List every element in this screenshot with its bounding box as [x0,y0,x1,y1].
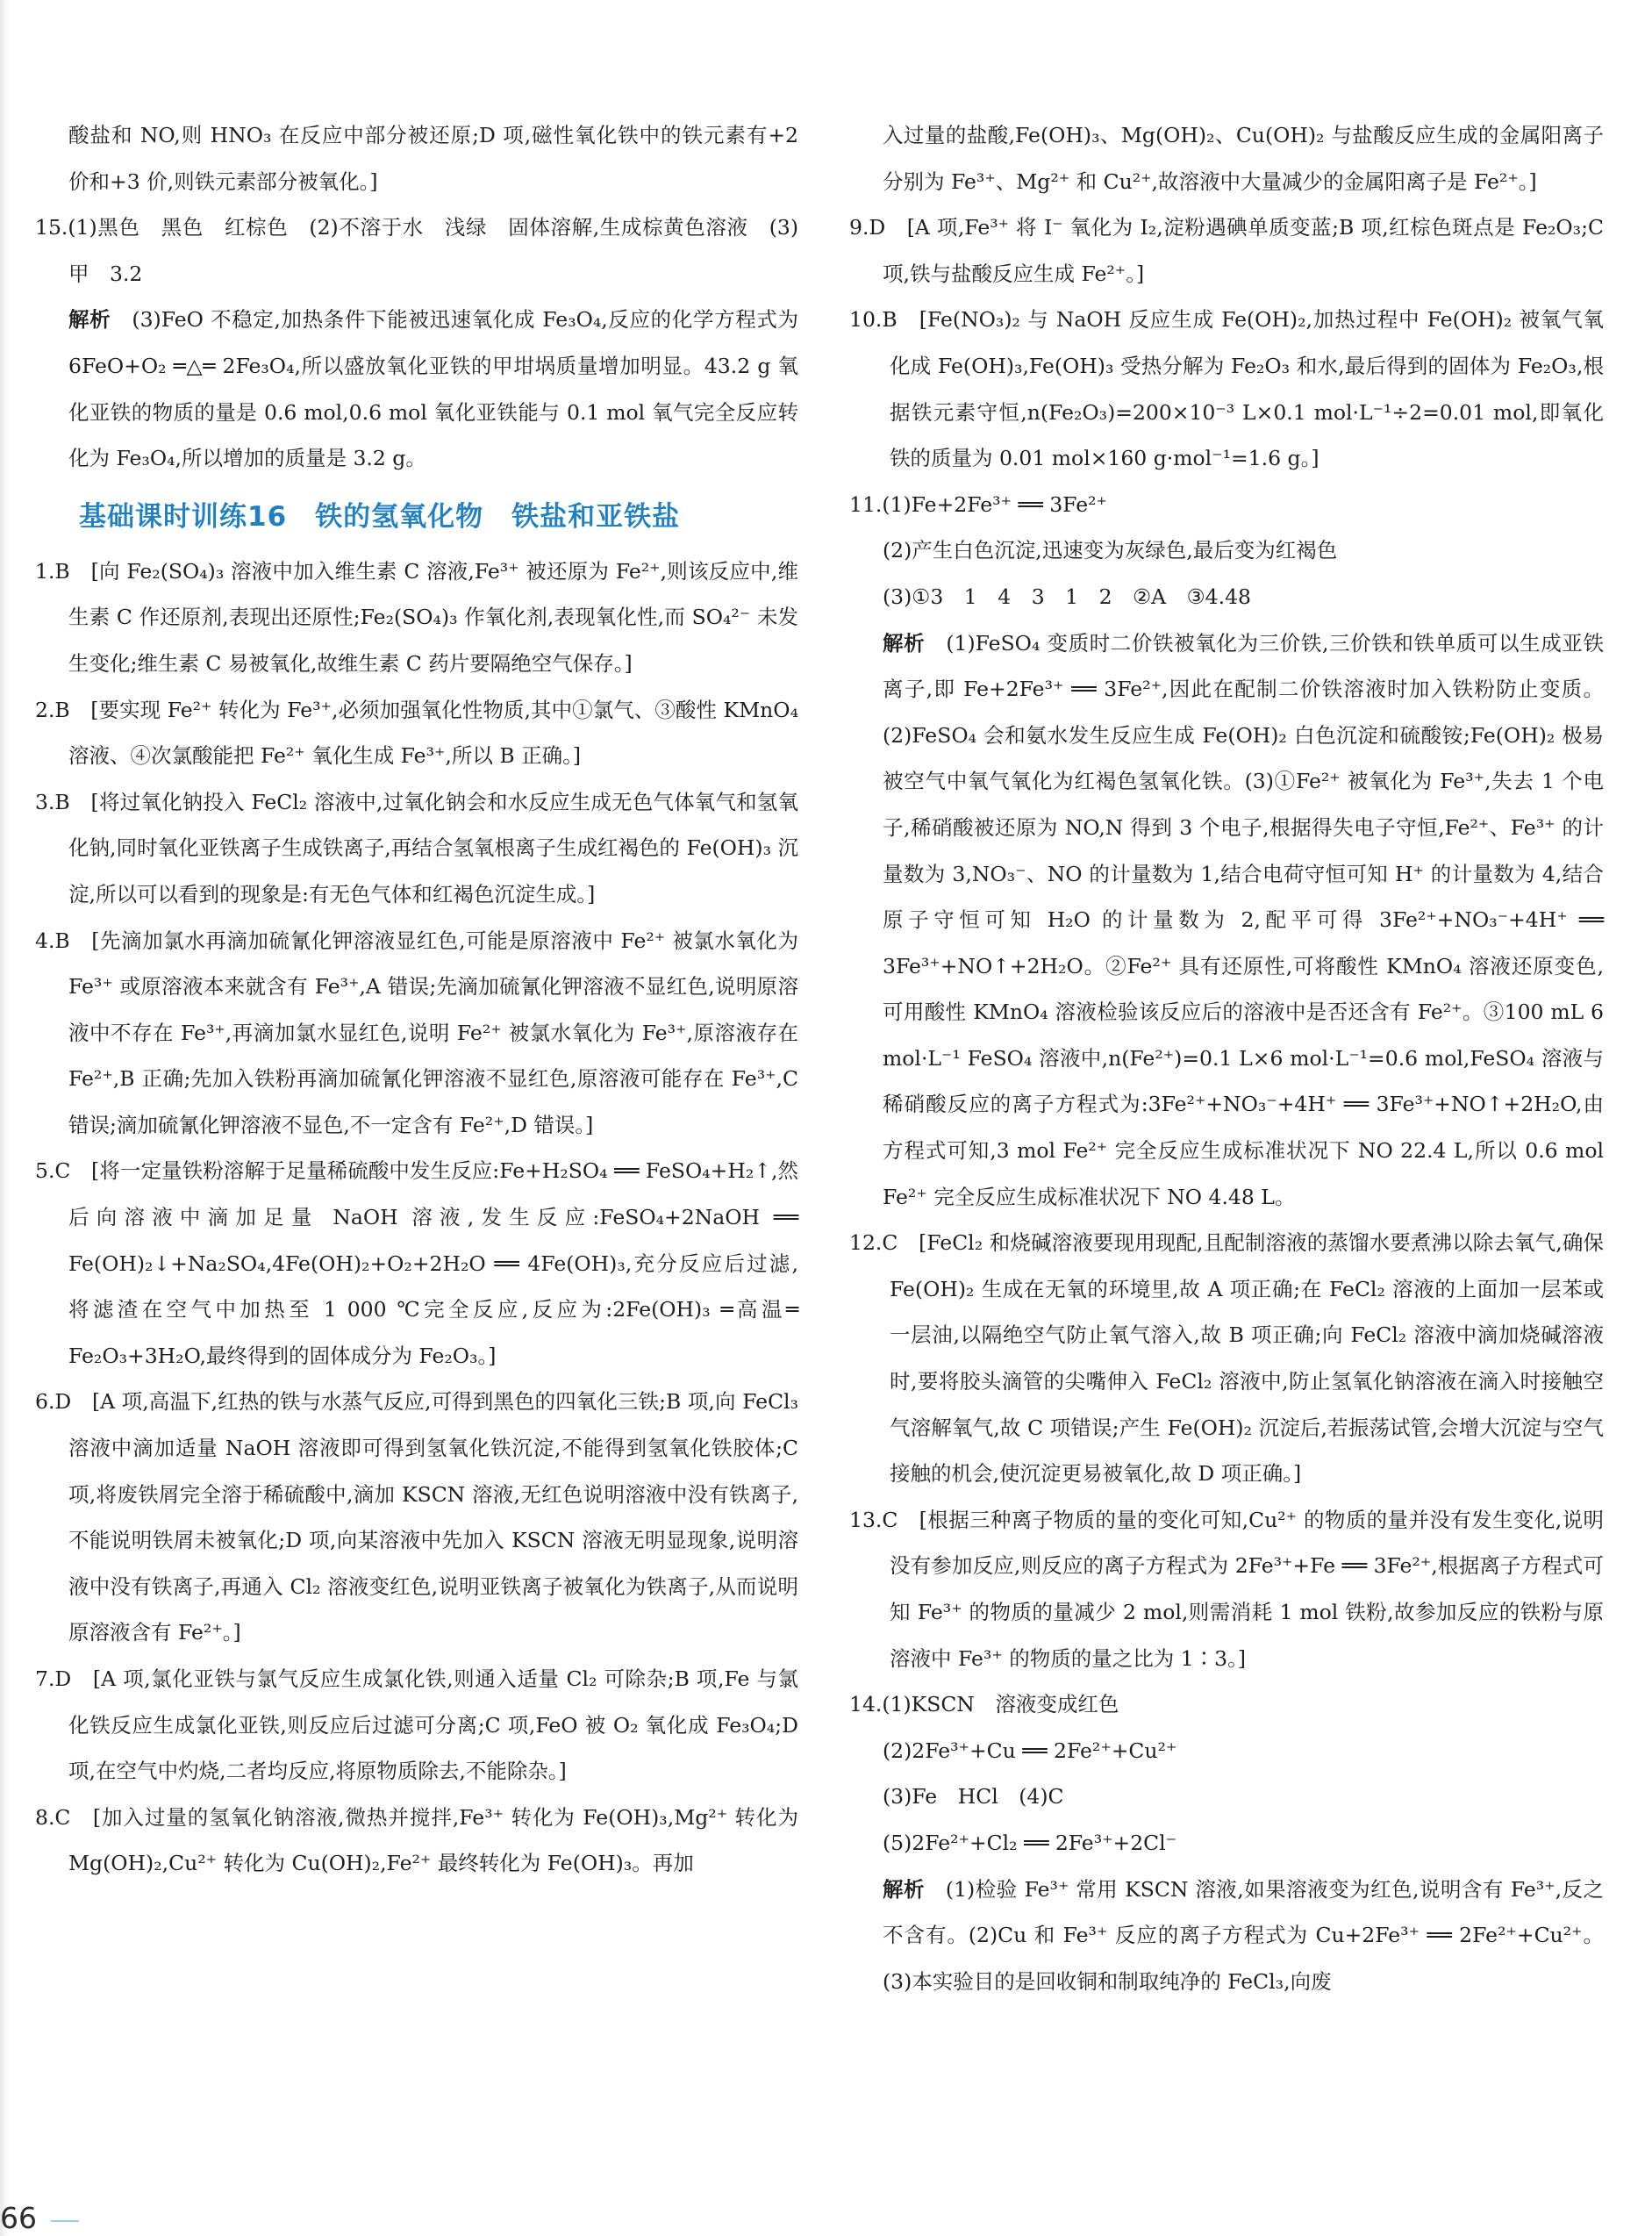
answer-paragraph [849,574,1604,620]
answer-paragraph [35,548,798,687]
paragraph-text: (3)Fe HCl (4)C [883,1784,1064,1810]
answer-paragraph [849,1220,1611,1497]
paragraph-text: (1)检验 Fe³⁺ 常用 KSCN 溶液,如果溶液变为红色,说明含有 Fe³⁺,反之不含有。(2)Cu 和 Fe³⁺ 反应的离子方程式为 Cu+2Fe³⁺ ══ 2Fe²⁺+Cu²⁺。(3)本实验目的是回收铜和制取纯净的 FeCl₃,向废 [883,1876,1605,1994]
answer-paragraph [849,620,1611,1221]
paragraph-text: (2)2Fe³⁺+Cu ══ 2Fe²⁺+Cu²⁺ [883,1738,1177,1763]
answer-paragraph [35,1148,805,1379]
analysis-label: 解析 [883,1876,925,1902]
paragraph-text: 10.B [Fe(NO₃)₂ 与 NaOH 反应生成 Fe(OH)₂,加热过程中 Fe(OH)₂ 被氧气氧化成 Fe(OH)₃,Fe(OH)₃ 受热分解为 Fe₂O₃ 和水,最后得到的固体为 Fe₂O₃,根据铁元素守恒,n(Fe₂O₃)=200×10⁻³ L×0.1 mol·L⁻¹÷2=0.01 mol,即氧化铁的质量为 0.01 mol×160 g·mol⁻¹=1.6 g。] [849,307,1604,471]
page-binding-shadow [0,0,9,2236]
page-number: 66 [0,2201,37,2235]
answer-paragraph [849,1820,1604,1867]
paragraph-text: 入过量的盐酸,Fe(OH)₃、Mg(OH)₂、Cu(OH)₂ 与盐酸反应生成的金属阳离子分别为 Fe³⁺、Mg²⁺ 和 Cu²⁺,故溶液中大量减少的金属阳离子是 Fe²⁺。] [883,123,1604,194]
answer-paragraph [35,297,805,481]
answer-paragraph [849,112,1604,204]
answer-paragraph [35,112,805,204]
paragraph-text: 6.D [A 项,高温下,红热的铁与水蒸气反应,可得到黑色的四氧化三铁;B 项,向 FeCl₃ 溶液中滴加适量 NaOH 溶液即可得到氢氧化铁沉淀,不能得到氢氧化铁胶体;C 项,将废铁屑完全溶于稀硫酸中,滴加 KSCN 溶液,无红色说明溶液中没有铁离子,不能说明铁屑未被氧化;D 项,向某溶液中先加入 KSCN 溶液无明显现象,说明溶液中没有铁离子,再通入 Cl₂ 溶液变红色,说明亚铁离子被氧化为铁离子,从而说明原溶液含有 Fe²⁺。] [35,1389,805,1645]
answer-paragraph [35,918,805,1149]
answer-paragraph [35,1656,805,1795]
paragraph-text: 2.B [要实现 Fe²⁺ 转化为 Fe³⁺,必须加强氧化性物质,其中①氯气、③酸性 KMnO₄ 溶液、④次氯酸能把 Fe²⁺ 氧化生成 Fe³⁺,所以 B 正确。] [35,697,805,769]
answer-paragraph [849,297,1604,481]
paragraph-text: 12.C [FeCl₂ 和烧碱溶液要现用现配,且配制溶液的蒸馏水要煮沸以除去氧气,确保 Fe(OH)₂ 生成在无氧的环境里,故 A 项正确;在 FeCl₂ 溶液的上面加一层苯或一层油,以隔绝空气防止氧气溶入,故 B 项正确;向 FeCl₂ 溶液中滴加烧碱溶液时,要将胶头滴管的尖嘴伸入 FeCl₂ 溶液中,防止氢氧化钠溶液在滴入时接触空气溶解氧气,故 C 项错误;产生 Fe(OH)₂ 沉淀后,若振荡试管,会增大沉淀与空气接触的机会,使沉淀更易被氧化,故 D 项正确。] [849,1230,1611,1487]
answer-paragraph [35,687,805,779]
paragraph-text: 14.(1)KSCN 溶液变成红色 [849,1692,1119,1717]
paragraph-text: 8.C [加入过量的氢氧化钠溶液,微热并搅拌,Fe³⁺ 转化为 Fe(OH)₃,Mg²⁺ 转化为 Mg(OH)₂,Cu²⁺ 转化为 Cu(OH)₂,Fe²⁺ 最终转化为 Fe(OH)₃。再加 [35,1804,805,1876]
paragraph-text: 酸盐和 NO,则 HNO₃ 在反应中部分被还原;D 项,磁性氧化铁中的铁元素有+2 价和+3 价,则铁元素部分被氧化。] [68,123,805,194]
page-number-rule [51,2220,79,2222]
answer-paragraph [849,1497,1604,1681]
answer-paragraph [849,482,1604,528]
paragraph-text: 15.(1)黑色 黑色 红棕色 (2)不溶于水 浅绿 固体溶解,生成棕黄色溶液 (3)甲 3.2 [35,215,798,286]
paragraph-text: 5.C [将一定量铁粉溶解于足量稀硫酸中发生反应:Fe+H₂SO₄ ══ FeSO₄+H₂↑,然后向溶液中滴加足量 NaOH 溶液,发生反应:FeSO₄+2NaOH ══ Fe(OH)₂↓+Na₂SO₄,4Fe(OH)₂+O₂+2H₂O ══ 4Fe(OH)₃,充分反应后过滤,将滤渣在空气中加热至 1 000 ℃完全反应,反应为:2Fe(OH)₃ ═高温═ Fe₂O₃+3H₂O,最终得到的固体成分为 Fe₂O₃。] [35,1158,805,1368]
answer-paragraph [849,527,1604,574]
paragraph-text: (3)FeO 不稳定,加热条件下能被迅速氧化成 Fe₃O₄,反应的化学方程式为 6FeO+O₂ ═△═ 2Fe₃O₄,所以盛放氧化亚铁的甲坩埚质量增加明显。43.2 g 氧化亚铁的物质的量是 0.6 mol,0.6 mol 氧化亚铁能与 0.1 mol 氧气完全反应转化为 Fe₃O₄,所以增加的质量是 3.2 g。 [68,307,805,471]
answer-paragraph [849,1774,1604,1820]
answer-paragraph [35,1379,805,1656]
paragraph-text: 13.C [根据三种离子物质的量的变化可知,Cu²⁺ 的物质的量并没有发生变化,说明没有参加反应,则反应的离子方程式为 2Fe³⁺+Fe ══ 3Fe²⁺,根据离子方程式可知 Fe³⁺ 的物质的量减少 2 mol,则需消耗 1 mol 铁粉,故参加反应的铁粉与原溶液中 Fe³⁺ 的物质的量之比为 1∶3。] [849,1507,1604,1671]
section-title: 基础课时训练16 铁的氢氧化物 铁盐和亚铁盐 [79,500,681,533]
right-column [849,112,1611,2004]
paragraph-text: 3.B [将过氧化钠投入 FeCl₂ 溶液中,过氧化钠会和水反应生成无色气体氧气和氢氧化钠,同时氧化亚铁离子生成铁离子,再结合氢氧根离子生成红褐色的 Fe(OH)₃ 沉淀,所以可以看到的现象是:有无色气体和红褐色沉淀生成。] [35,789,798,907]
answer-paragraph [849,204,1611,297]
analysis-label: 解析 [68,307,111,333]
paragraph-text: 11.(1)Fe+2Fe³⁺ ══ 3Fe²⁺ [849,491,1107,517]
answer-paragraph [35,1795,805,1887]
paragraph-text: 9.D [A 项,Fe³⁺ 将 I⁻ 氧化为 I₂,淀粉遇碘单质变蓝;B 项,红棕色斑点是 Fe₂O₃;C 项,铁与盐酸反应生成 Fe²⁺。] [849,215,1611,286]
paragraph-text: 7.D [A 项,氯化亚铁与氯气反应生成氯化铁,则通入适量 Cl₂ 可除杂;B 项,Fe 与氯化铁反应生成氯化亚铁,则反应后过滤可分离;C 项,FeO 被 O₂ 氧化成 Fe₃O₄;D 项,在空气中灼烧,二者均反应,将原物质除去,不能除杂。] [35,1666,805,1784]
analysis-label: 解析 [883,630,926,656]
paragraph-text: (5)2Fe²⁺+Cl₂ ══ 2Fe³⁺+2Cl⁻ [883,1830,1177,1855]
answer-paragraph [35,204,798,297]
paragraph-text: 1.B [向 Fe₂(SO₄)₃ 溶液中加入维生素 C 溶液,Fe³⁺ 被还原为 Fe²⁺,则该反应中,维生素 C 作还原剂,表现出还原性;Fe₂(SO₄)₃ 作氧化剂,表现氧化性,而 SO₄²⁻ 未发生变化;维生素 C 易被氧化,故维生素 C 药片要隔绝空气保存。] [35,558,798,676]
paragraph-text: (1)FeSO₄ 变质时二价铁被氧化为三价铁,三价铁和铁单质可以生成亚铁离子,即 Fe+2Fe³⁺ ══ 3Fe²⁺,因此在配制二价铁溶液时加入铁粉防止变质。(2)FeSO₄ 会和氨水发生反应生成 Fe(OH)₂ 白色沉淀和硫酸铵;Fe(OH)₂ 极易被空气中氧气氧化为红褐色氢氧化铁。(3)①Fe²⁺ 被氧化为 Fe³⁺,失去 1 个电子,稀硝酸被还原为 NO,N 得到 3 个电子,根据得失电子守恒,Fe²⁺、Fe³⁺ 的计量数为 3,NO₃⁻、NO 的计量数为 1,结合电荷守恒可知 H⁺ 的计量数为 4,结合原子守恒可知 H₂O 的计量数为 2,配平可得 3Fe²⁺+NO₃⁻+4H⁺ ══ 3Fe³⁺+NO↑+2H₂O。②Fe²⁺ 具有还原性,可将酸性 KMnO₄ 溶液还原变色,可用酸性 KMnO₄ 溶液检验该反应后的溶液中是否还含有 Fe²⁺。③100 mL 6 mol·L⁻¹ FeSO₄ 溶液中,n(Fe²⁺)=0.1 L×6 mol·L⁻¹=0.6 mol,FeSO₄ 溶液与稀硝酸反应的离子方程式为:3Fe²⁺+NO₃⁻+4H⁺ ══ 3Fe³⁺+NO↑+2H₂O,由方程式可知,3 mol Fe²⁺ 完全反应生成标准状况下 NO 22.4 L,所以 0.6 mol Fe²⁺ 完全反应生成标准状况下 NO 4.48 L。 [883,630,1611,1209]
answer-paragraph [35,779,798,918]
paragraph-text: (3)①3 1 4 3 1 2 ②A ③4.48 [883,584,1251,609]
answer-paragraph [849,1728,1604,1774]
answer-paragraph [849,1681,1604,1728]
answer-paragraph [849,1867,1604,2005]
left-column [35,112,805,1887]
paragraph-text: 4.B [先滴加氯水再滴加硫氰化钾溶液显红色,可能是原溶液中 Fe²⁺ 被氯水氧化为 Fe³⁺ 或原溶液本来就含有 Fe³⁺,A 错误;先滴加硫氰化钾溶液不显红色,说明原溶液中不存在 Fe³⁺,再滴加氯水显红色,说明 Fe²⁺ 被氯水氧化为 Fe³⁺,原溶液存在 Fe²⁺,B 正确;先加入铁粉再滴加硫氰化钾溶液不显红色,原溶液可能存在 Fe³⁺,C 错误;滴加硫氰化钾溶液不显色,不一定含有 Fe²⁺,D 错误。] [35,928,805,1137]
paragraph-text: (2)产生白色沉淀,迅速变为灰绿色,最后变为红褐色 [883,538,1338,563]
